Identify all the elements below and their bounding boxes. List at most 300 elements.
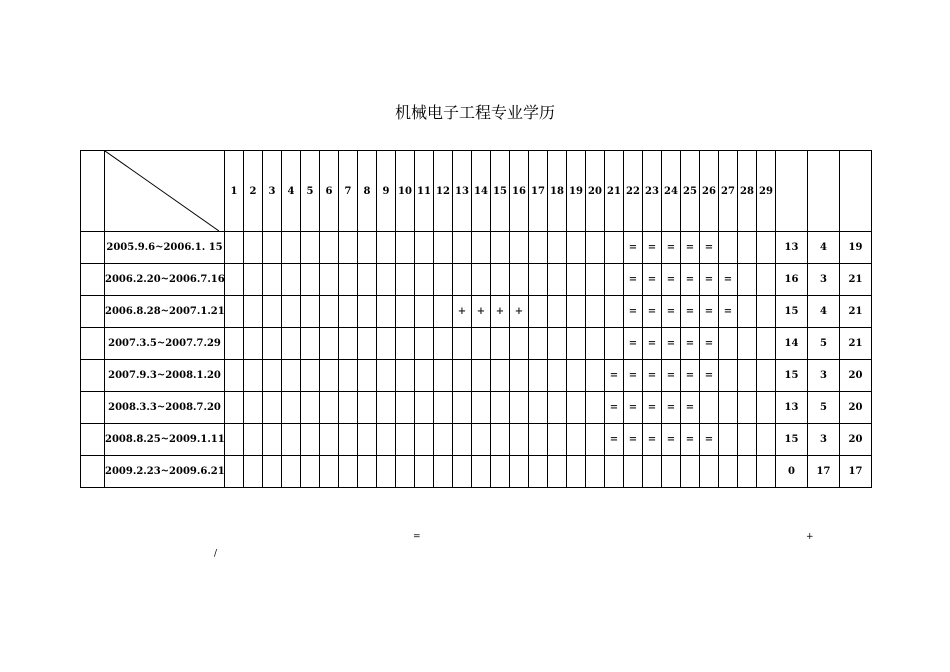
week-cell: =: [662, 328, 681, 360]
week-cell: [567, 328, 586, 360]
week-cell: [624, 456, 643, 488]
week-cell: [529, 328, 548, 360]
week-cell: [567, 456, 586, 488]
week-cell: [738, 392, 757, 424]
week-cell: =: [624, 424, 643, 456]
week-cell: [358, 296, 377, 328]
week-header: 27: [719, 151, 738, 232]
week-cell: [396, 264, 415, 296]
row-index: [81, 392, 105, 424]
week-cell: [263, 232, 282, 264]
week-cell: [434, 296, 453, 328]
week-cell: [757, 232, 776, 264]
table-row: [81, 296, 872, 328]
schedule-body: [81, 151, 872, 488]
summary-cell: 15: [776, 296, 808, 328]
week-cell: [244, 392, 263, 424]
week-header: 17: [529, 151, 548, 232]
week-cell: =: [624, 360, 643, 392]
week-header: 8: [358, 151, 377, 232]
week-cell: [377, 392, 396, 424]
week-cell: [719, 424, 738, 456]
week-cell: =: [643, 232, 662, 264]
summary-cell: 3: [808, 360, 840, 392]
week-cell: =: [624, 232, 643, 264]
week-header: 24: [662, 151, 681, 232]
summary-cell: 20: [840, 392, 872, 424]
week-cell: [244, 232, 263, 264]
week-cell: =: [643, 392, 662, 424]
week-cell: =: [662, 424, 681, 456]
summary-cell: 21: [840, 264, 872, 296]
week-cell: [757, 328, 776, 360]
week-cell: [301, 264, 320, 296]
week-cell: [472, 328, 491, 360]
week-header: 28: [738, 151, 757, 232]
row-index: [81, 232, 105, 264]
week-cell: [472, 360, 491, 392]
week-cell: =: [681, 424, 700, 456]
week-cell: [453, 360, 472, 392]
week-cell: [282, 456, 301, 488]
week-cell: [548, 424, 567, 456]
week-cell: [263, 392, 282, 424]
week-cell: [282, 296, 301, 328]
row-index: [81, 296, 105, 328]
week-cell: [225, 232, 244, 264]
week-cell: [529, 232, 548, 264]
week-cell: [567, 264, 586, 296]
week-cell: [301, 296, 320, 328]
week-cell: [434, 424, 453, 456]
week-header: 7: [339, 151, 358, 232]
week-cell: [434, 456, 453, 488]
week-cell: [377, 232, 396, 264]
week-header: 14: [472, 151, 491, 232]
summary-cell: 21: [840, 296, 872, 328]
legend-item: /: [214, 549, 219, 559]
week-cell: [605, 456, 624, 488]
week-cell: =: [700, 264, 719, 296]
summary-cell: 3: [808, 424, 840, 456]
week-cell: [263, 328, 282, 360]
week-cell: [415, 296, 434, 328]
week-header: 26: [700, 151, 719, 232]
week-cell: [491, 232, 510, 264]
week-cell: [605, 328, 624, 360]
week-cell: [415, 392, 434, 424]
week-cell: [301, 360, 320, 392]
week-cell: [377, 328, 396, 360]
week-cell: [225, 392, 244, 424]
week-cell: [225, 424, 244, 456]
week-cell: [491, 328, 510, 360]
week-cell: =: [700, 328, 719, 360]
week-cell: [510, 264, 529, 296]
week-cell: =: [700, 232, 719, 264]
table-row: [81, 392, 872, 424]
week-cell: [377, 264, 396, 296]
week-cell: [719, 392, 738, 424]
week-cell: +: [453, 296, 472, 328]
week-header: 18: [548, 151, 567, 232]
week-cell: [491, 424, 510, 456]
week-cell: [377, 424, 396, 456]
summary-cell: 17: [840, 456, 872, 488]
week-cell: =: [681, 328, 700, 360]
week-cell: =: [700, 424, 719, 456]
summary-cell: 13: [776, 392, 808, 424]
week-header: 21: [605, 151, 624, 232]
week-cell: [263, 360, 282, 392]
week-cell: =: [662, 392, 681, 424]
week-cell: [757, 424, 776, 456]
week-cell: =: [681, 360, 700, 392]
summary-header: [776, 151, 808, 232]
week-cell: [282, 328, 301, 360]
corner-diagonal: [105, 151, 224, 231]
week-cell: [472, 264, 491, 296]
week-cell: [757, 264, 776, 296]
week-cell: [719, 232, 738, 264]
week-header: 4: [282, 151, 301, 232]
week-cell: [662, 456, 681, 488]
summary-cell: 13: [776, 232, 808, 264]
week-cell: [738, 328, 757, 360]
week-cell: [738, 456, 757, 488]
summary-cell: 14: [776, 328, 808, 360]
week-cell: [529, 360, 548, 392]
week-cell: [548, 392, 567, 424]
table-row: [81, 360, 872, 392]
week-cell: [567, 424, 586, 456]
week-cell: [415, 328, 434, 360]
week-header: 1: [225, 151, 244, 232]
week-cell: =: [662, 232, 681, 264]
week-cell: [320, 360, 339, 392]
week-cell: [282, 424, 301, 456]
week-cell: [396, 232, 415, 264]
week-cell: [453, 424, 472, 456]
week-cell: [453, 392, 472, 424]
week-cell: [738, 264, 757, 296]
week-header: 19: [567, 151, 586, 232]
week-cell: [396, 424, 415, 456]
week-cell: [263, 456, 282, 488]
week-cell: [415, 232, 434, 264]
week-cell: [320, 328, 339, 360]
week-cell: [586, 360, 605, 392]
week-cell: [529, 392, 548, 424]
summary-cell: 19: [840, 232, 872, 264]
week-cell: [225, 296, 244, 328]
week-cell: [510, 424, 529, 456]
header-row: [81, 151, 872, 232]
week-cell: [282, 360, 301, 392]
week-cell: [320, 232, 339, 264]
summary-cell: 5: [808, 392, 840, 424]
week-cell: [301, 456, 320, 488]
week-cell: [586, 456, 605, 488]
week-header: 10: [396, 151, 415, 232]
week-cell: =: [643, 264, 662, 296]
term-dates: 2009.2.23~2009.6.21: [105, 456, 225, 488]
week-cell: [510, 392, 529, 424]
week-cell: [434, 232, 453, 264]
week-cell: [453, 264, 472, 296]
week-cell: [605, 296, 624, 328]
row-index: [81, 424, 105, 456]
week-cell: [719, 328, 738, 360]
week-cell: =: [681, 232, 700, 264]
week-cell: [738, 296, 757, 328]
week-cell: =: [624, 264, 643, 296]
week-header: 12: [434, 151, 453, 232]
week-cell: [681, 456, 700, 488]
week-cell: [586, 296, 605, 328]
week-cell: [472, 232, 491, 264]
week-cell: =: [643, 424, 662, 456]
week-header: 5: [301, 151, 320, 232]
week-cell: =: [605, 392, 624, 424]
week-cell: [757, 456, 776, 488]
summary-header: [840, 151, 872, 232]
week-cell: =: [662, 296, 681, 328]
week-cell: [301, 392, 320, 424]
week-cell: =: [700, 296, 719, 328]
week-cell: =: [643, 328, 662, 360]
week-cell: [700, 456, 719, 488]
week-cell: [396, 456, 415, 488]
week-cell: [225, 264, 244, 296]
week-cell: [491, 360, 510, 392]
index-header: [81, 151, 105, 232]
week-cell: [548, 296, 567, 328]
row-index: [81, 328, 105, 360]
week-header: 25: [681, 151, 700, 232]
week-cell: [396, 296, 415, 328]
week-cell: +: [472, 296, 491, 328]
week-cell: [757, 296, 776, 328]
week-cell: [339, 296, 358, 328]
week-cell: [757, 360, 776, 392]
week-cell: [510, 456, 529, 488]
week-header: 23: [643, 151, 662, 232]
legend-item: +: [806, 532, 815, 542]
week-cell: [491, 456, 510, 488]
week-cell: =: [681, 264, 700, 296]
summary-cell: 3: [808, 264, 840, 296]
week-cell: [244, 456, 263, 488]
week-header: 16: [510, 151, 529, 232]
summary-cell: 17: [808, 456, 840, 488]
summary-cell: 5: [808, 328, 840, 360]
week-cell: [586, 392, 605, 424]
week-cell: [339, 456, 358, 488]
week-cell: [738, 360, 757, 392]
week-cell: [396, 360, 415, 392]
week-cell: =: [605, 424, 624, 456]
week-cell: [244, 264, 263, 296]
week-cell: [472, 392, 491, 424]
week-cell: [339, 264, 358, 296]
week-header: 20: [586, 151, 605, 232]
week-cell: [548, 456, 567, 488]
summary-cell: 21: [840, 328, 872, 360]
summary-cell: 15: [776, 360, 808, 392]
week-cell: [529, 456, 548, 488]
week-cell: [605, 232, 624, 264]
week-cell: [225, 360, 244, 392]
week-cell: [225, 328, 244, 360]
week-cell: [548, 360, 567, 392]
week-cell: [396, 392, 415, 424]
week-cell: [339, 392, 358, 424]
table-row: [81, 456, 872, 488]
week-cell: [377, 296, 396, 328]
term-dates: 2006.2.20~2006.7.16: [105, 264, 225, 296]
week-cell: [377, 360, 396, 392]
week-cell: [301, 232, 320, 264]
week-cell: [567, 392, 586, 424]
week-cell: [586, 232, 605, 264]
week-cell: =: [662, 264, 681, 296]
week-cell: [282, 392, 301, 424]
table-row: [81, 424, 872, 456]
week-cell: [358, 392, 377, 424]
week-cell: [738, 424, 757, 456]
week-cell: [453, 328, 472, 360]
term-dates: 2005.9.6~2006.1. 15: [105, 232, 225, 264]
table-row: [81, 264, 872, 296]
summary-cell: 4: [808, 232, 840, 264]
week-cell: [358, 232, 377, 264]
term-dates: 2007.3.5~2007.7.29: [105, 328, 225, 360]
summary-cell: 20: [840, 424, 872, 456]
week-cell: =: [700, 360, 719, 392]
week-cell: [529, 424, 548, 456]
week-cell: =: [681, 296, 700, 328]
week-cell: [339, 232, 358, 264]
summary-header: [808, 151, 840, 232]
summary-cell: 0: [776, 456, 808, 488]
table-row: [81, 328, 872, 360]
row-index: [81, 264, 105, 296]
week-cell: [567, 360, 586, 392]
week-cell: [472, 424, 491, 456]
corner-header: [105, 151, 225, 232]
week-cell: [396, 328, 415, 360]
row-index: [81, 456, 105, 488]
week-cell: [358, 360, 377, 392]
week-cell: [548, 328, 567, 360]
week-cell: [263, 424, 282, 456]
week-cell: =: [624, 328, 643, 360]
term-dates: 2006.8.28~2007.1.21: [105, 296, 225, 328]
week-cell: [339, 424, 358, 456]
week-cell: [643, 456, 662, 488]
week-cell: =: [643, 360, 662, 392]
week-cell: [510, 232, 529, 264]
summary-cell: 16: [776, 264, 808, 296]
week-cell: [263, 264, 282, 296]
week-cell: [301, 328, 320, 360]
week-cell: [415, 360, 434, 392]
week-cell: [434, 328, 453, 360]
week-cell: [377, 456, 396, 488]
term-dates: 2007.9.3~2008.1.20: [105, 360, 225, 392]
week-cell: [415, 456, 434, 488]
week-header: 13: [453, 151, 472, 232]
week-cell: [491, 392, 510, 424]
page-title: 机械电子工程专业学历: [394, 103, 555, 122]
week-cell: [320, 424, 339, 456]
week-cell: [757, 392, 776, 424]
week-cell: [320, 296, 339, 328]
week-cell: [415, 424, 434, 456]
week-cell: [434, 392, 453, 424]
week-cell: [244, 328, 263, 360]
week-cell: [719, 360, 738, 392]
schedule-table: [80, 150, 872, 488]
week-cell: [415, 264, 434, 296]
week-header: 6: [320, 151, 339, 232]
week-cell: [358, 424, 377, 456]
week-cell: [358, 264, 377, 296]
summary-cell: 15: [776, 424, 808, 456]
week-header: 15: [491, 151, 510, 232]
week-cell: =: [643, 296, 662, 328]
week-cell: [434, 360, 453, 392]
week-header: 9: [377, 151, 396, 232]
summary-cell: 20: [840, 360, 872, 392]
week-cell: [453, 232, 472, 264]
week-cell: +: [491, 296, 510, 328]
week-cell: =: [624, 296, 643, 328]
week-cell: [263, 296, 282, 328]
week-cell: [548, 232, 567, 264]
term-dates: 2008.8.25~2009.1.11: [105, 424, 225, 456]
week-cell: =: [719, 264, 738, 296]
week-cell: [301, 424, 320, 456]
week-cell: [605, 264, 624, 296]
week-cell: =: [624, 392, 643, 424]
week-header: 29: [757, 151, 776, 232]
week-cell: =: [719, 296, 738, 328]
legend-item: =: [413, 532, 422, 542]
week-cell: [320, 392, 339, 424]
week-cell: [339, 328, 358, 360]
week-cell: [586, 264, 605, 296]
week-cell: =: [681, 392, 700, 424]
week-cell: [244, 360, 263, 392]
week-cell: =: [605, 360, 624, 392]
week-header: 11: [415, 151, 434, 232]
term-dates: 2008.3.3~2008.7.20: [105, 392, 225, 424]
week-header: 2: [244, 151, 263, 232]
week-cell: [472, 456, 491, 488]
row-index: [81, 360, 105, 392]
week-cell: [339, 360, 358, 392]
week-cell: [358, 328, 377, 360]
week-cell: [510, 328, 529, 360]
week-cell: [225, 456, 244, 488]
week-cell: +: [510, 296, 529, 328]
week-cell: [567, 296, 586, 328]
week-cell: [567, 232, 586, 264]
week-cell: [244, 296, 263, 328]
week-cell: [320, 264, 339, 296]
